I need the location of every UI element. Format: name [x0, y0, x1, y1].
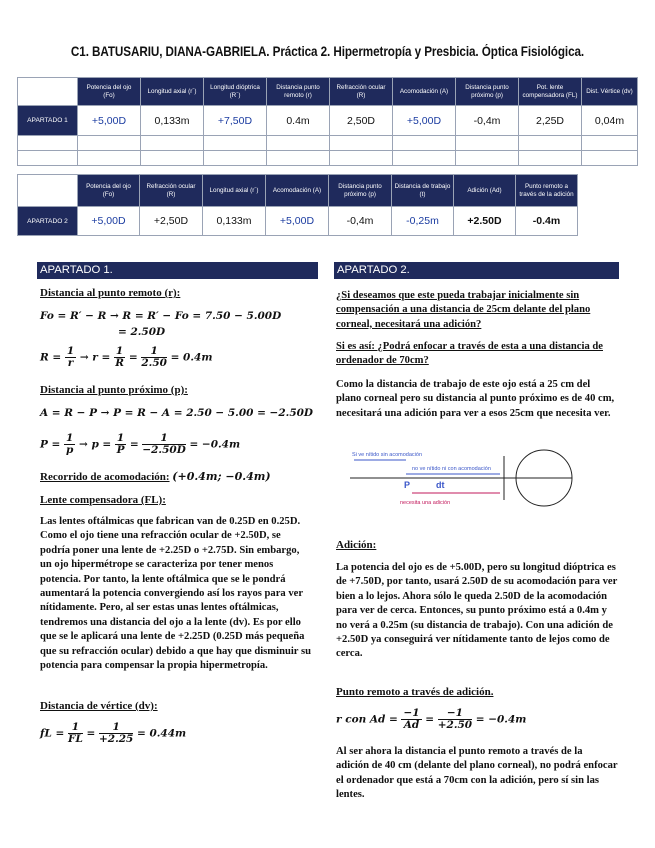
table-row: [18, 207, 578, 236]
empty-row: [18, 136, 638, 151]
value-cell: -0,4m: [456, 106, 519, 136]
header-cell: Longitud axial (r´): [203, 175, 266, 207]
value-cell: +7,50D: [204, 106, 267, 136]
heading-punto-remoto: Distancia al punto remoto (r):: [40, 287, 181, 299]
table-row: [18, 106, 638, 136]
empty-row: [18, 151, 638, 166]
table-apartado-1: [17, 77, 638, 166]
header-cell: Distancia de trabajo (t): [392, 175, 454, 207]
table-apartado-2: [17, 174, 578, 236]
value-cell: +5,00D: [393, 106, 456, 136]
paragraph-trabajo: Como la distancia de trabajo de este ojo está a 25 cm del plano corneal pero su distancia al punto próximo es de 40 cm, necesitará una adición para ver a esos 25cm que necesita ver.: [336, 379, 615, 419]
heading-adicion: Adición:: [336, 539, 377, 551]
header-cell: Punto remoto a través de la adición: [516, 175, 578, 207]
value-cell: -0,4m: [329, 207, 392, 236]
paragraph-lente: Las lentes oftálmicas que fabrican van de 0.25D en 0.25D. Como el ojo tiene una refracción ocular de +2.50D, se podría poner una lente de +2.25D o +2.75D. Sin embargo, un ojo hipermétrope se caracteriza por tener menos potencia. Por tanto, la lente oftálmica que se le pondrá aumentará la potencia convergiendo así los rayos para ver nítidamente. Pero, al ser estas unas lentes oftálmicas, tendremos una distancia del ojo a la lente (dv). Es por ello que se le aplicará una lente de +2.25D (0.25D más pequeña que su refracción ocular) debido a que hay que disminuir su potencia para compensar la propia hipermetropía.: [40, 516, 311, 672]
table-1-header-row: [18, 78, 638, 106]
heading-recorrido: Recorrido de acomodación:: [40, 471, 170, 483]
value-cell: +5,00D: [78, 207, 140, 236]
header-cell: Potencia del ojo (Fo): [78, 78, 141, 106]
label-no-acomodacion: no ve nítido ni con acomodación: [412, 466, 491, 472]
heading-punto-proximo: Distancia al punto próximo (p):: [40, 384, 188, 396]
value-cell: +2.50D: [454, 207, 516, 236]
row-label: APARTADO 2: [18, 207, 78, 236]
header-cell: Acomodación (A): [266, 175, 329, 207]
header-cell: Potencia del ojo (Fo): [78, 175, 140, 207]
header-cell: Refracción ocular (R): [140, 175, 203, 207]
equation-a: A = R − P → P = R − A = 2.50 − 5.00 = −2.50D: [40, 407, 314, 419]
header-cell: Adición (Ad): [454, 175, 516, 207]
header-cell: Distancia punto próximo (p): [456, 78, 519, 106]
row-label: APARTADO 1: [18, 106, 78, 136]
value-cell: +2,50D: [140, 207, 203, 236]
label-dt: dt: [436, 480, 445, 490]
document-title: C1. BATUSARIU, DIANA-GABRIELA. Práctica 2. Hipermetropía y Presbicia. Óptica Fisiológica.: [70, 44, 585, 59]
heading-distancia-vertice: Distancia de vértice (dv):: [40, 700, 158, 712]
header-cell: Pot. lente compensadora (FL): [519, 78, 582, 106]
equation-fo-result: = 2.50D: [118, 326, 166, 338]
header-cell: Dist. Vértice (dv): [582, 78, 638, 106]
paragraph-conclusion: Al ser ahora la distancia el punto remoto a través de la adición de 40 cm (delante del plano corneal), no podrá enfocar el ordenador que está a 70cm con la adición, pero sí sin las lentes.: [336, 746, 618, 801]
recorrido-value: (+0.4m; −0.4m): [172, 470, 271, 483]
label-sin-acomodacion: Si ve nítido sin acomodación: [352, 452, 423, 458]
equation-r-con-ad: r con Ad = $\frac{-1}{Ad}$ = $\frac{-1}{+2.50}$ = −0.4m: [336, 707, 527, 731]
section-bar-apartado-1: APARTADO 1.: [37, 262, 318, 279]
equation-fl: fL = $\frac{1}{FL}$ = $\frac{1}{+2.25}$ = 0.44m: [40, 721, 187, 745]
value-cell: +5,00D: [78, 106, 141, 136]
header-cell: Distancia punto remoto (r): [267, 78, 330, 106]
heading-remoto-adicion: Punto remoto a través de adición.: [336, 686, 494, 698]
value-cell: -0,25m: [392, 207, 454, 236]
label-P: P: [404, 480, 411, 490]
header-cell: Longitud dióptrica (R´): [204, 78, 267, 106]
value-cell: -0.4m: [516, 207, 578, 236]
header-cell: Refracción ocular (R): [330, 78, 393, 106]
equation-p: P = $\frac{1}{p}$ → p = $\frac{1}{P}$ = $\frac{1}{-2.50D}$ = −0.4m: [40, 432, 241, 456]
heading-lente-compensadora: Lente compensadora (FL):: [40, 494, 166, 506]
value-cell: 0,133m: [141, 106, 204, 136]
header-blank-cell: [18, 78, 78, 106]
value-cell: 0,133m: [203, 207, 266, 236]
header-cell: Acomodación (A): [393, 78, 456, 106]
equation-fo: Fo = R′ − R → R = R′ − Fo = 7.50 − 5.00D: [40, 310, 282, 322]
equation-r: R = $\frac{1}{r}$ → r = $\frac{1}{R}$ = $\frac{1}{2.50}$ = 0.4m: [40, 345, 213, 369]
label-necesita-adicion: necesita una adición: [400, 500, 451, 506]
value-cell: 2,25D: [519, 106, 582, 136]
value-cell: 2,50D: [330, 106, 393, 136]
question-adicion: ¿Si deseamos que este pueda trabajar inicialmente sin compensación a una distancia de 25cm delante del plano corneal, necesitará una adición?: [336, 290, 591, 330]
header-cell: Longitud axial (r´): [141, 78, 204, 106]
header-blank-cell: [18, 175, 78, 207]
eye-diagram: [340, 446, 610, 520]
value-cell: 0,04m: [582, 106, 638, 136]
value-cell: 0.4m: [267, 106, 330, 136]
paragraph-adicion: La potencia del ojo es de +5.00D, pero su longitud dióptrica es de +7.50D, por tanto, usará 2.50D de su acomodación para ver bien a lo lejos. Ahora sólo le queda 2.50D de la acomodación para ver de cerca. Entonces, su punto próximo está a 0.4m y no verá a 0.25m (su distancia de trabajo). Con una adición de +2.50D ya conseguirá ver nítidamente tanto de lejos como de cerca.: [336, 562, 618, 660]
recorrido-line: [40, 470, 271, 483]
value-cell: +5,00D: [266, 207, 329, 236]
header-cell: Distancia punto próximo (p): [329, 175, 392, 207]
section-bar-apartado-2: APARTADO 2.: [334, 262, 619, 279]
question-ordenador: Si es así: ¿Podrá enfocar a través de esta a una distancia de ordenador de 70cm?: [336, 341, 603, 367]
table-2-header-row: [18, 175, 578, 207]
